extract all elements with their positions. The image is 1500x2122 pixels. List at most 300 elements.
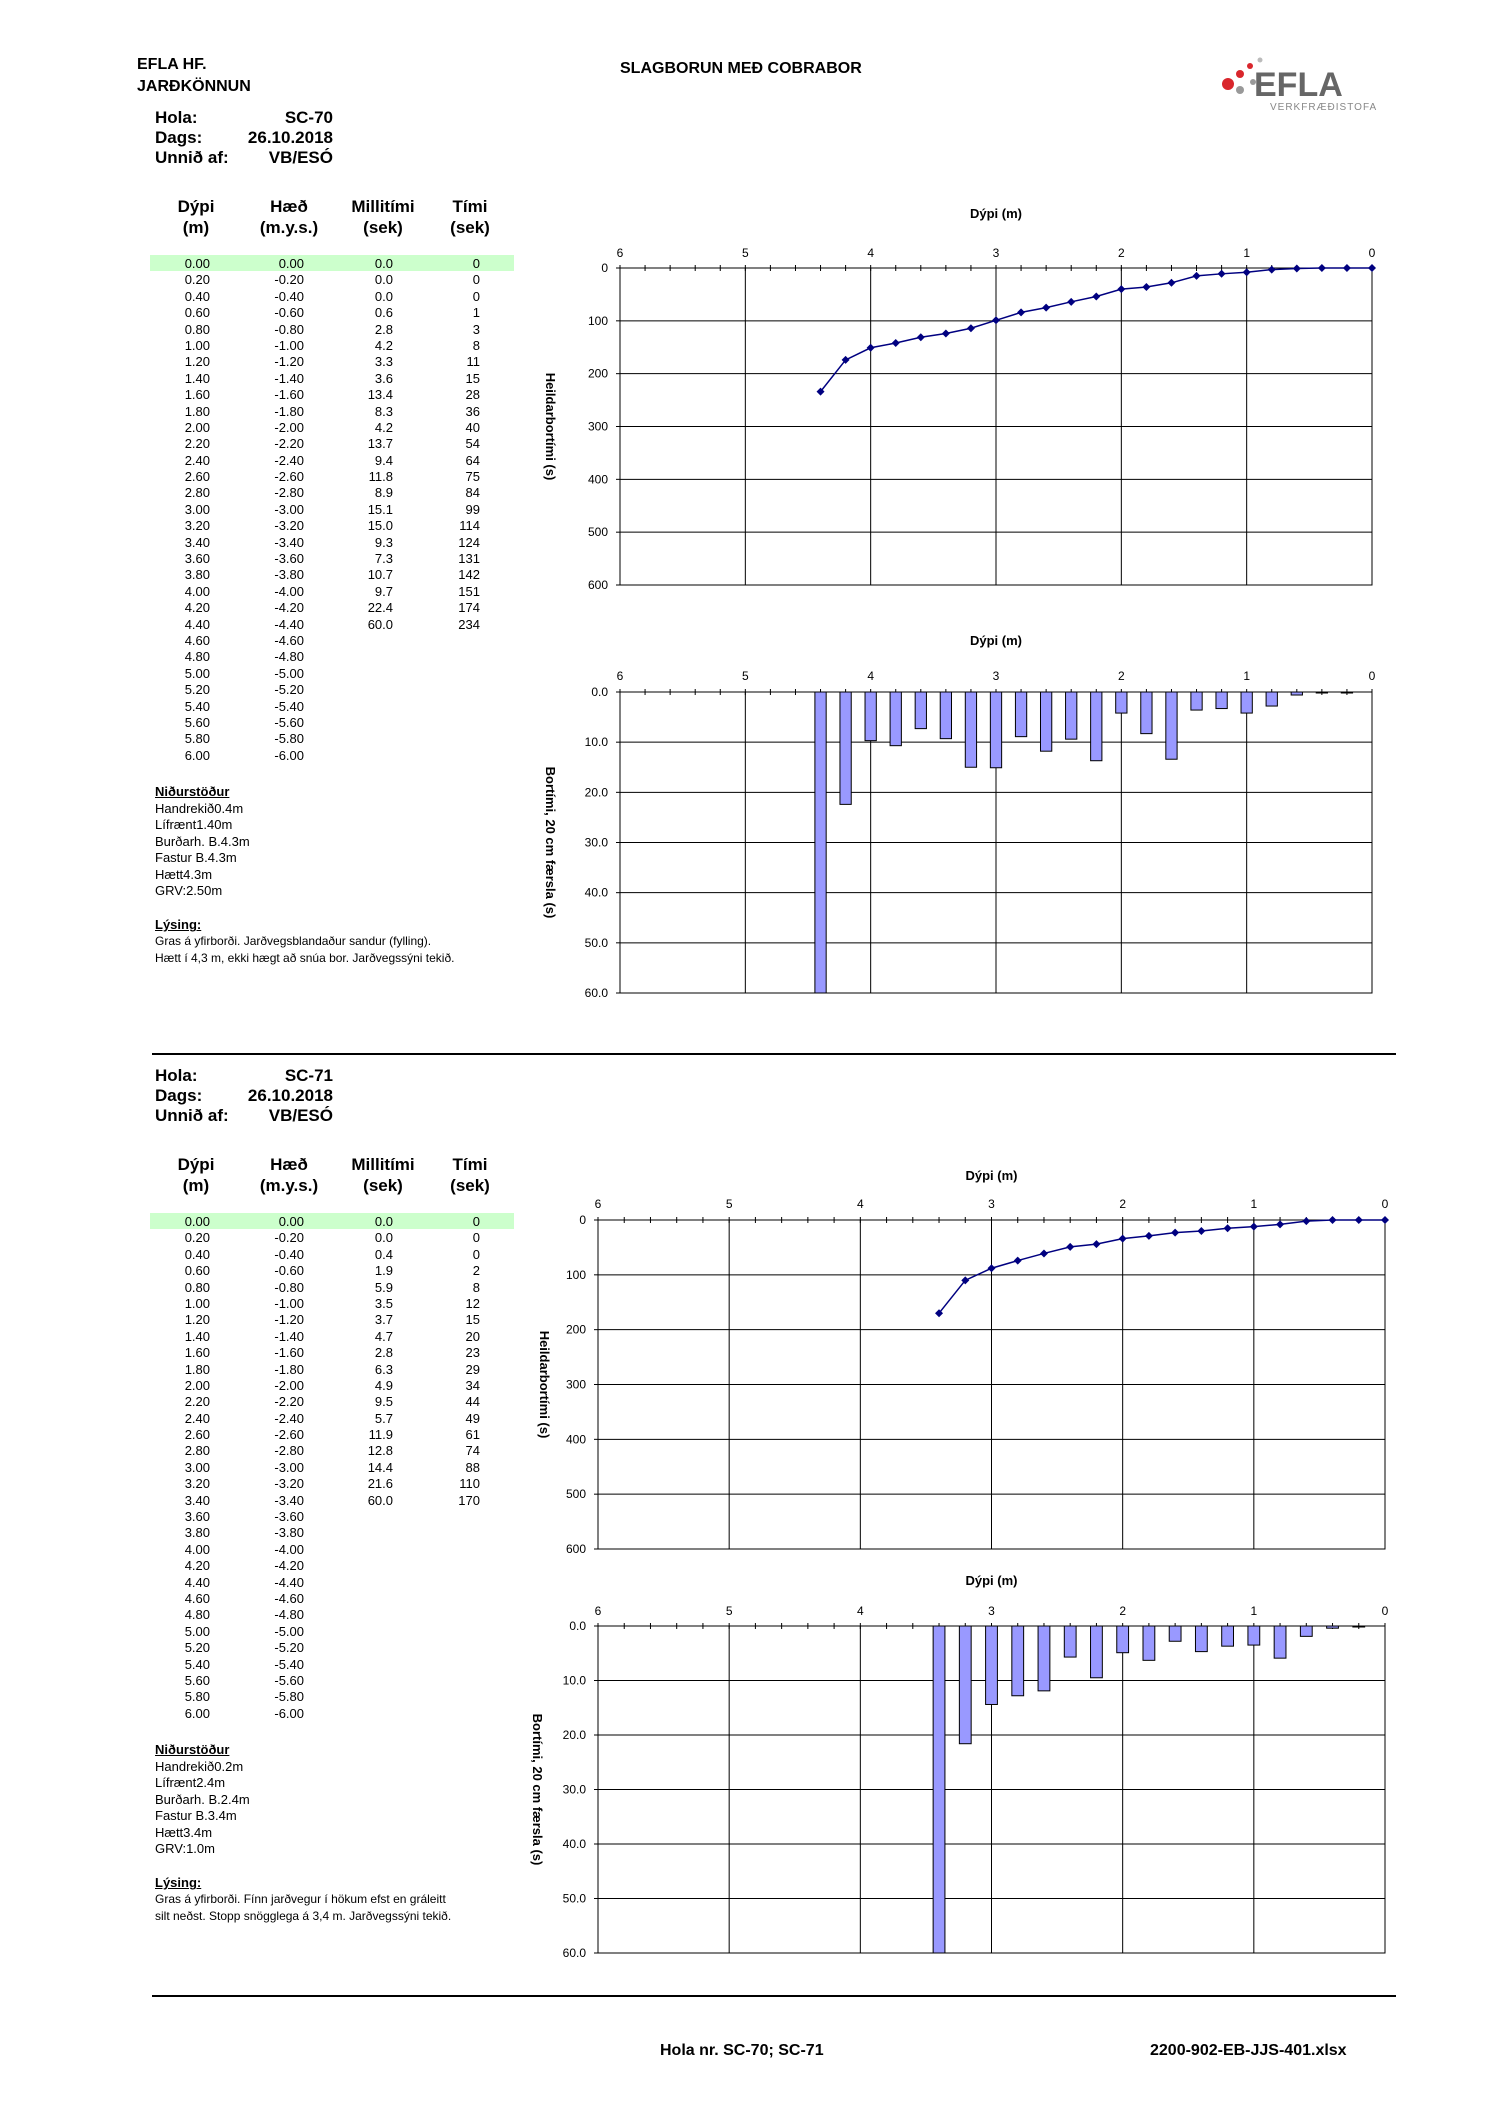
table-cell: 1.80 xyxy=(184,1361,210,1377)
data-bar xyxy=(1300,1626,1312,1636)
table-cell: 0.0 xyxy=(374,1230,393,1246)
data-bar xyxy=(890,692,901,746)
table-cell: 124 xyxy=(458,534,480,550)
table-cell: 2.20 xyxy=(184,436,210,452)
table-cell: -2.40 xyxy=(274,452,304,468)
table-cell: -2.40 xyxy=(274,1410,304,1426)
table-cell: 4.60 xyxy=(184,632,210,648)
table-cell: 2.00 xyxy=(184,1377,210,1393)
result-label: Hætt xyxy=(155,1824,184,1840)
table-cell: -1.80 xyxy=(274,403,304,419)
y-tick-label: 20.0 xyxy=(562,1728,586,1742)
table-cell: -0.40 xyxy=(274,288,304,304)
result-value: 4.3 xyxy=(183,866,202,882)
table-cell: 0.00 xyxy=(184,256,210,271)
hole-operator: VB/ESÓ xyxy=(268,1106,333,1125)
table-cell: 5.00 xyxy=(184,1623,210,1639)
table-cell: 1.20 xyxy=(184,1312,210,1328)
table-cell: -4.40 xyxy=(274,616,304,632)
table-cell: 0 xyxy=(472,1214,480,1229)
table-cell: 15 xyxy=(465,1312,480,1328)
table-cell: 3.00 xyxy=(184,1459,210,1475)
x-tick-label: 3 xyxy=(988,1197,995,1211)
y-tick-label: 200 xyxy=(587,366,608,381)
y-tick-label: 0 xyxy=(601,261,608,275)
table-cell: -2.20 xyxy=(274,436,304,452)
table-cell: -3.60 xyxy=(274,1509,304,1525)
table-cell: -0.80 xyxy=(274,321,304,337)
y-tick-label: 10.0 xyxy=(584,735,608,750)
data-bar xyxy=(1195,1626,1207,1652)
table-cell: 1.60 xyxy=(184,1345,210,1361)
result-value: 0.4 xyxy=(214,800,233,816)
table-cell: 3.80 xyxy=(184,567,210,583)
result-value: 2.4 xyxy=(220,1791,239,1807)
table-cell: 5.80 xyxy=(184,731,210,747)
table-cell: 0.00 xyxy=(184,1214,210,1229)
table-cell: 1.60 xyxy=(184,387,210,403)
column-header-title: Dýpi xyxy=(177,197,215,216)
table-cell: 0.60 xyxy=(184,305,210,321)
hole-date: 26.10.2018 xyxy=(247,128,333,147)
x-tick-label: 5 xyxy=(741,246,749,260)
result-label: Fastur B. xyxy=(155,1808,208,1824)
table-cell: -4.20 xyxy=(274,1558,304,1574)
table-cell: 2.80 xyxy=(184,1443,210,1459)
x-tick-label: 6 xyxy=(594,1604,602,1618)
table-cell: 8 xyxy=(472,337,480,353)
description-line: Hætt í 4,3 m, ekki hægt að snúa bor. Jarðvegssýni tekið. xyxy=(155,951,455,966)
table-cell: 5.40 xyxy=(184,698,210,714)
results-heading: Niðurstöður xyxy=(155,1742,230,1758)
table-cell: 64 xyxy=(465,452,480,468)
table-cell: 5.00 xyxy=(184,665,210,681)
data-bar xyxy=(1038,1626,1050,1691)
data-bar xyxy=(986,1626,998,1704)
x-tick-label: 6 xyxy=(616,246,624,260)
table-cell: 5.20 xyxy=(184,682,210,698)
result-label: Handrekið xyxy=(155,800,215,816)
table-cell: -3.60 xyxy=(274,551,304,567)
result-unit: m xyxy=(232,800,244,816)
table-cell: 2.80 xyxy=(184,485,210,501)
table-cell: -4.00 xyxy=(274,583,304,599)
result-value: 1.40 xyxy=(196,817,222,833)
x-tick-label: 4 xyxy=(867,669,875,683)
table-cell: 1.80 xyxy=(184,403,210,419)
table-cell: 3.60 xyxy=(184,1509,210,1525)
table-cell: 0.40 xyxy=(184,288,210,304)
table-cell: -2.60 xyxy=(274,1427,304,1443)
result-value: 2.4 xyxy=(196,1775,215,1791)
table-cell: 13.7 xyxy=(367,436,393,452)
table-cell: -0.80 xyxy=(274,1279,304,1295)
description-line: Gras á yfirborði. Jarðvegsblandaður sandur (fylling). xyxy=(155,934,432,949)
table-cell: -1.40 xyxy=(274,370,304,386)
table-cell: -3.00 xyxy=(274,501,304,517)
data-bar xyxy=(1222,1626,1234,1646)
column-header-unit: (sek) xyxy=(363,1176,403,1195)
table-cell: 0.6 xyxy=(374,305,393,321)
table-cell: 3.40 xyxy=(184,534,210,550)
data-bar xyxy=(1248,1626,1260,1645)
table-cell: 14.4 xyxy=(367,1459,393,1475)
table-cell: 29 xyxy=(465,1361,480,1377)
table-cell: -1.00 xyxy=(274,337,304,353)
table-cell: -3.20 xyxy=(274,1476,304,1492)
table-cell: -0.20 xyxy=(274,1230,304,1246)
data-bar xyxy=(933,1626,945,1953)
hole-id: SC-71 xyxy=(284,1066,333,1085)
table-cell: 110 xyxy=(459,1476,480,1492)
table-cell: 3.5 xyxy=(374,1295,393,1311)
result-unit: m xyxy=(225,1808,237,1824)
table-cell: -0.60 xyxy=(274,305,304,321)
table-cell: -1.80 xyxy=(274,1361,304,1377)
data-bar xyxy=(1166,692,1177,759)
table-cell: 0.80 xyxy=(184,1279,210,1295)
data-bar xyxy=(1117,1626,1129,1653)
table-cell: -1.00 xyxy=(274,1295,304,1311)
table-cell: -2.00 xyxy=(274,419,304,435)
table-cell: -5.80 xyxy=(274,731,304,747)
x-tick-label: 1 xyxy=(1250,1604,1258,1618)
data-bar xyxy=(1266,692,1277,706)
result-unit: m xyxy=(238,833,250,849)
table-cell: 7.3 xyxy=(374,551,393,567)
table-cell: 2.60 xyxy=(184,469,210,485)
data-bar xyxy=(1116,692,1127,713)
data-bar xyxy=(1064,1626,1076,1657)
table-cell: 20 xyxy=(465,1328,480,1344)
x-tick-label: 6 xyxy=(616,669,624,683)
x-tick-label: 0 xyxy=(1368,246,1376,260)
y-tick-label: 0.0 xyxy=(591,685,608,699)
table-cell: 3.00 xyxy=(184,501,210,517)
hole-info-label: Hola: xyxy=(155,1066,198,1085)
data-bar xyxy=(1091,1626,1103,1678)
table-cell: 3.80 xyxy=(184,1525,210,1541)
y-tick-label: 100 xyxy=(565,1267,586,1282)
x-tick-label: 2 xyxy=(1119,1197,1127,1211)
table-cell: -5.80 xyxy=(274,1689,304,1705)
x-tick-label: 2 xyxy=(1117,246,1125,260)
table-cell: -2.20 xyxy=(274,1394,304,1410)
hole-info-label: Unnið af: xyxy=(155,148,229,167)
table-cell: 3.7 xyxy=(374,1312,393,1328)
table-cell: 170 xyxy=(458,1492,480,1508)
result-unit: m xyxy=(238,1791,250,1807)
data-bar xyxy=(915,692,926,729)
x-tick-label: 5 xyxy=(725,1197,733,1211)
document-title: SLAGBORUN MEÐ COBRABOR xyxy=(620,60,862,77)
column-header-title: Tími xyxy=(452,1155,488,1174)
x-tick-label: 4 xyxy=(867,246,875,260)
table-cell: -5.20 xyxy=(274,682,304,698)
table-cell: -4.80 xyxy=(274,1607,304,1623)
table-cell: 4.60 xyxy=(184,1590,210,1606)
result-value: 2.50 xyxy=(186,883,212,899)
table-cell: 40 xyxy=(465,419,480,435)
column-header-unit: (m) xyxy=(182,218,210,237)
table-cell: -4.60 xyxy=(274,632,304,648)
table-cell: -5.40 xyxy=(274,698,304,714)
result-label: Fastur B. xyxy=(155,850,208,866)
data-bar xyxy=(1040,692,1051,751)
column-header-unit: (sek) xyxy=(450,218,490,237)
result-label: Burðarh. B. xyxy=(155,1791,221,1807)
result-value: 1.0 xyxy=(186,1841,205,1857)
table-cell: 15.1 xyxy=(367,501,393,517)
hole-date: 26.10.2018 xyxy=(247,1086,333,1105)
table-cell: 61 xyxy=(465,1427,480,1443)
table-cell: 74 xyxy=(465,1443,480,1459)
table-cell: 13.4 xyxy=(367,387,393,403)
table-cell: 0 xyxy=(472,272,480,288)
column-header-unit: (m) xyxy=(182,1176,210,1195)
data-bar xyxy=(1341,692,1352,693)
column-header-unit: (m.y.s.) xyxy=(259,218,319,237)
table-cell: 9.3 xyxy=(374,534,393,550)
x-tick-label: 6 xyxy=(594,1197,602,1211)
table-cell: 8 xyxy=(472,1279,480,1295)
result-unit: m xyxy=(225,850,237,866)
table-cell: 1.00 xyxy=(184,337,210,353)
data-bar xyxy=(1141,692,1152,734)
y-tick-label: 500 xyxy=(587,525,608,540)
column-header-title: Hæð xyxy=(270,1155,308,1174)
table-cell: 36 xyxy=(465,403,480,419)
table-cell: 2.00 xyxy=(184,419,210,435)
table-cell: 54 xyxy=(465,436,480,452)
x-tick-label: 0 xyxy=(1381,1197,1389,1211)
table-cell: -1.40 xyxy=(274,1328,304,1344)
result-unit: m xyxy=(201,866,213,882)
data-bar xyxy=(1012,1626,1024,1696)
result-label: Lífrænt xyxy=(155,1775,197,1791)
table-cell: 34 xyxy=(465,1377,480,1393)
table-cell: 3 xyxy=(472,321,480,337)
column-header-title: Dýpi xyxy=(177,1155,215,1174)
y-tick-label: 40.0 xyxy=(584,885,608,900)
table-cell: 12.8 xyxy=(367,1443,393,1459)
table-cell: 3.3 xyxy=(374,354,393,370)
column-header-unit: (sek) xyxy=(450,1176,490,1195)
table-cell: 2.20 xyxy=(184,1394,210,1410)
table-cell: 44 xyxy=(465,1394,480,1410)
x-axis-title: Dýpi (m) xyxy=(965,1573,1018,1588)
table-cell: 28 xyxy=(465,387,480,403)
y-axis-title: Bortími, 20 cm færsla (s) xyxy=(543,766,558,919)
table-cell: 11.8 xyxy=(368,469,393,485)
x-tick-label: 3 xyxy=(992,246,1000,260)
table-cell: -6.00 xyxy=(274,1705,304,1721)
y-tick-label: 60.0 xyxy=(584,986,608,1000)
table-cell: 4.20 xyxy=(184,1558,210,1574)
table-cell: -4.80 xyxy=(274,649,304,665)
description-line: silt neðst. Stopp snögglega á 3,4 m. Jarðvegssýni tekið. xyxy=(155,1909,452,1924)
logo-text: EFLA xyxy=(1254,66,1343,104)
y-tick-label: 50.0 xyxy=(584,935,608,950)
table-cell: 0.00 xyxy=(278,256,304,271)
y-tick-label: 300 xyxy=(587,419,608,434)
table-cell: 2 xyxy=(472,1263,480,1279)
table-cell: 0.20 xyxy=(184,1230,210,1246)
table-cell: -5.60 xyxy=(274,714,304,730)
table-cell: 11 xyxy=(466,354,480,370)
y-tick-label: 600 xyxy=(587,578,608,592)
table-cell: -0.40 xyxy=(274,1246,304,1262)
x-tick-label: 1 xyxy=(1243,246,1251,260)
table-cell: 0.4 xyxy=(374,1246,393,1262)
table-cell: 0 xyxy=(472,288,480,304)
x-tick-label: 2 xyxy=(1117,669,1125,683)
table-cell: -2.80 xyxy=(274,485,304,501)
table-cell: 75 xyxy=(465,469,480,485)
result-value: 4.3 xyxy=(207,850,226,866)
table-cell: 9.4 xyxy=(374,452,393,468)
result-unit: m xyxy=(214,1775,226,1791)
data-bar xyxy=(1091,692,1102,761)
hole-info-label: Hola: xyxy=(155,108,198,127)
table-cell: 4.80 xyxy=(184,1607,210,1623)
table-cell: 5.20 xyxy=(184,1640,210,1656)
data-bar xyxy=(1216,692,1227,709)
table-cell: 9.5 xyxy=(374,1394,393,1410)
data-bar xyxy=(940,692,951,739)
table-cell: 3.20 xyxy=(184,1476,210,1492)
y-tick-label: 100 xyxy=(587,313,608,328)
table-cell: -1.60 xyxy=(274,387,304,403)
table-cell: 0.20 xyxy=(184,272,210,288)
data-bar xyxy=(1353,1626,1365,1627)
table-cell: 234 xyxy=(458,616,480,632)
result-unit: m xyxy=(204,1841,215,1857)
data-bar xyxy=(990,692,1001,768)
data-bar xyxy=(1241,692,1252,713)
table-cell: -4.60 xyxy=(274,1590,304,1606)
table-cell: 21.6 xyxy=(367,1476,393,1492)
table-cell: -3.20 xyxy=(274,518,304,534)
table-cell: -3.40 xyxy=(274,534,304,550)
table-cell: 10.7 xyxy=(367,567,393,583)
y-axis-title: Bortími, 20 cm færsla (s) xyxy=(530,1713,545,1866)
table-cell: -5.60 xyxy=(274,1672,304,1688)
table-cell: -3.00 xyxy=(274,1459,304,1475)
table-cell: 0 xyxy=(472,1230,480,1246)
x-axis-title: Dýpi (m) xyxy=(970,206,1022,221)
table-cell: 0.60 xyxy=(184,1263,210,1279)
table-cell: -4.00 xyxy=(274,1541,304,1557)
table-cell: 5.60 xyxy=(184,714,210,730)
table-cell: 114 xyxy=(459,518,480,534)
table-cell: 0.0 xyxy=(374,256,393,271)
data-bar xyxy=(1327,1626,1339,1628)
table-cell: 4.00 xyxy=(184,583,210,599)
data-bar xyxy=(1191,692,1202,710)
x-tick-label: 4 xyxy=(856,1197,864,1211)
table-cell: -6.00 xyxy=(274,747,304,763)
result-label: Burðarh. B. xyxy=(155,833,221,849)
table-cell: -1.60 xyxy=(274,1345,304,1361)
x-tick-label: 3 xyxy=(988,1604,995,1618)
y-tick-label: 20.0 xyxy=(584,785,608,800)
table-cell: 2.60 xyxy=(184,1427,210,1443)
table-cell: 3.60 xyxy=(184,551,210,567)
data-bar xyxy=(1274,1626,1286,1658)
result-value: 3.4 xyxy=(207,1808,226,1824)
y-tick-label: 400 xyxy=(587,472,608,487)
table-cell: 5.40 xyxy=(184,1656,210,1672)
result-unit: m xyxy=(221,817,233,833)
column-header-unit: (sek) xyxy=(363,218,403,237)
result-unit: m xyxy=(211,883,223,899)
column-header-unit: (m.y.s.) xyxy=(259,1176,319,1195)
table-cell: -3.80 xyxy=(274,567,304,583)
x-axis-title: Dýpi (m) xyxy=(965,1168,1018,1183)
table-cell: 1 xyxy=(472,305,480,321)
table-cell: -5.00 xyxy=(274,1623,304,1639)
hole-info-label: Unnið af: xyxy=(155,1106,229,1125)
table-cell: 88 xyxy=(465,1459,480,1475)
table-cell: 1.40 xyxy=(184,1328,210,1344)
table-cell: 2.40 xyxy=(184,452,210,468)
table-cell: 1.9 xyxy=(374,1263,393,1279)
data-bar xyxy=(840,692,851,804)
table-cell: -1.20 xyxy=(274,1312,304,1328)
table-cell: 6.00 xyxy=(184,1705,210,1721)
hole-operator: VB/ESÓ xyxy=(268,148,333,167)
y-tick-label: 400 xyxy=(565,1432,586,1447)
table-cell: 0 xyxy=(472,1246,480,1262)
table-cell: 0.00 xyxy=(278,1214,304,1229)
result-unit: m xyxy=(201,1824,213,1840)
table-cell: 174 xyxy=(458,600,480,616)
table-cell: 0.0 xyxy=(374,272,393,288)
table-cell: 15.0 xyxy=(367,518,393,534)
x-tick-label: 2 xyxy=(1119,1604,1127,1618)
table-cell: 3.40 xyxy=(184,1492,210,1508)
data-bar xyxy=(815,692,826,993)
column-header-title: Millitími xyxy=(351,1155,415,1174)
hole-info-label: Dags: xyxy=(155,1086,203,1105)
table-cell: -5.40 xyxy=(274,1656,304,1672)
table-cell: -2.60 xyxy=(274,469,304,485)
table-cell: 99 xyxy=(465,501,480,517)
description-line: Gras á yfirborði. Fínn jarðvegur í hökum efst en gráleitt xyxy=(155,1892,446,1907)
footer-filename: 2200-902-EB-JJS-401.xlsx xyxy=(1150,2042,1347,2059)
data-bar xyxy=(1066,692,1077,739)
table-cell: 3.6 xyxy=(374,370,393,386)
table-cell: 60.0 xyxy=(367,616,393,632)
table-cell: 60.0 xyxy=(367,1492,393,1508)
x-tick-label: 3 xyxy=(992,669,1000,683)
table-cell: -4.40 xyxy=(274,1574,304,1590)
y-tick-label: 0 xyxy=(579,1213,586,1227)
x-tick-label: 0 xyxy=(1381,1604,1389,1618)
table-cell: -5.20 xyxy=(274,1640,304,1656)
result-label: Hætt xyxy=(155,866,184,882)
table-cell: 151 xyxy=(458,583,480,599)
company-name: EFLA HF. xyxy=(137,56,207,73)
y-axis-title: Heildarbortími (s) xyxy=(543,372,558,481)
table-cell: 4.9 xyxy=(374,1377,393,1393)
table-cell: 4.7 xyxy=(374,1328,393,1344)
table-cell: 4.40 xyxy=(184,1574,210,1590)
y-tick-label: 30.0 xyxy=(562,1782,586,1797)
data-bar xyxy=(865,692,876,741)
table-cell: 4.00 xyxy=(184,1541,210,1557)
